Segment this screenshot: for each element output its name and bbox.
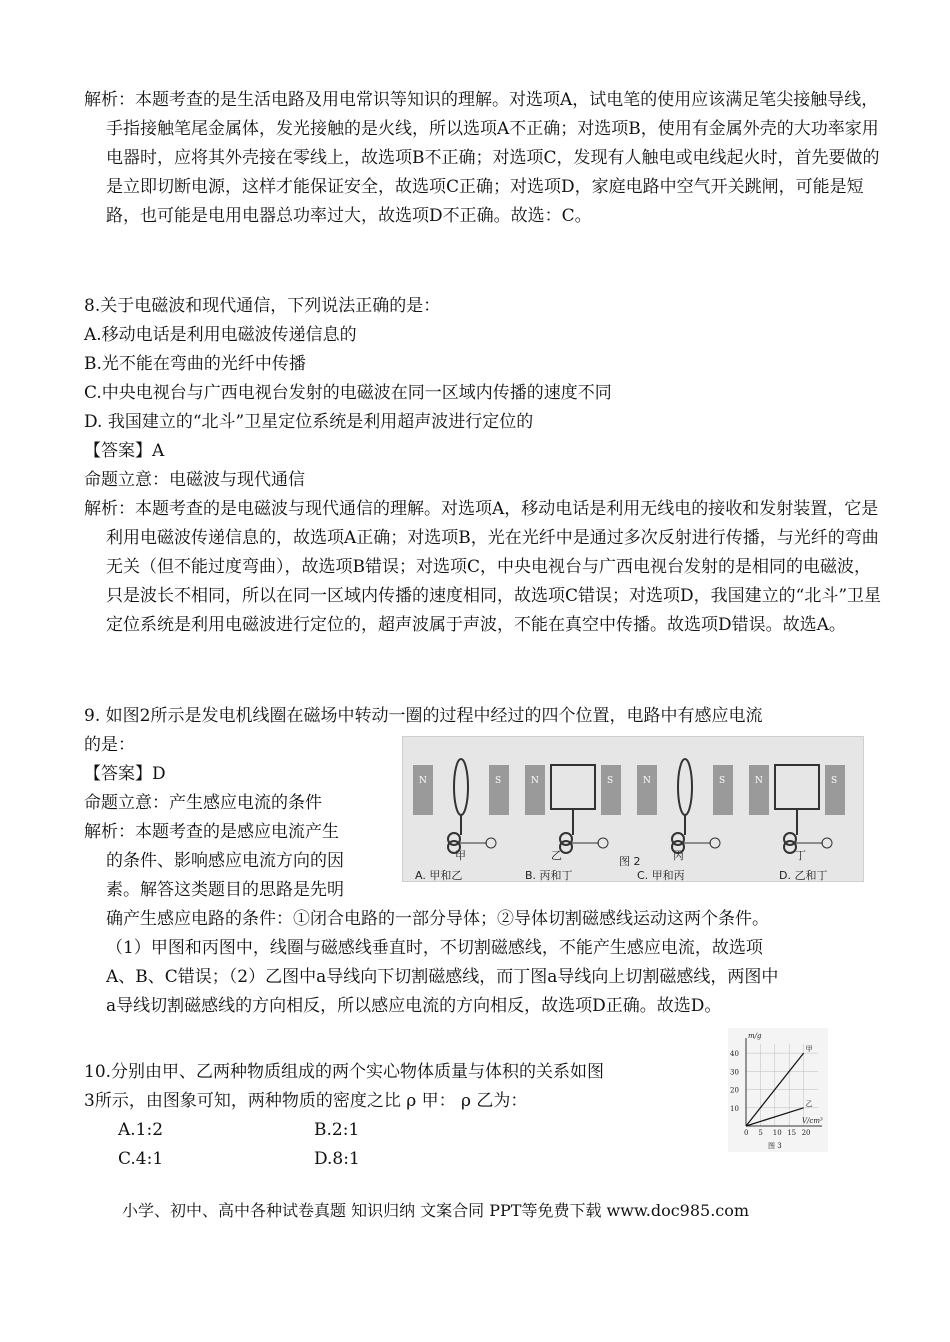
svg-text:S: S bbox=[607, 776, 614, 786]
page-footer: 小学、初中、高中各种试卷真题 知识归纳 文案合同 PPT等免费下载 www.doc985.com bbox=[122, 1201, 750, 1220]
question-9-stem-cont: 的是： bbox=[84, 735, 135, 755]
q8-answer: 【答案】A bbox=[84, 441, 165, 461]
figure-2-panel-jia bbox=[409, 743, 513, 862]
analysis-q9-line5: （1）甲图和丙图中，线圈与磁感线垂直时，不切割磁感线，不能产生感应电流，故选项 bbox=[106, 938, 763, 958]
q10-option-a: A.1:2 bbox=[118, 1120, 164, 1140]
q10-option-c: C.4:1 bbox=[118, 1149, 164, 1169]
svg-text:S: S bbox=[495, 776, 502, 786]
q8-option-b: B.光不能在弯曲的光纤中传播 bbox=[84, 354, 306, 374]
figure-2-generator-coil bbox=[402, 736, 864, 882]
question-10-stem-cont: 3所示，由图象可知，两种物质的密度之比 ρ 甲： ρ 乙为： bbox=[84, 1091, 528, 1111]
analysis-q9-line2: 的条件、影响感应电流方向的因 bbox=[106, 851, 344, 871]
svg-text:N: N bbox=[643, 776, 651, 786]
y-tick-label: 40 bbox=[730, 1050, 739, 1059]
analysis-q9-line4: 确产生感应电路的条件：①闭合电路的一部分导体；②导体切割磁感线运动这两个条件。 bbox=[106, 909, 769, 929]
figure-2-caption: 图 2 bbox=[619, 855, 641, 868]
question-9-stem: 9. 如图2所示是发电机线圈在磁场中转动一圈的过程中经过的四个位置，电路中有感应电流 bbox=[84, 706, 763, 726]
analysis-q9-line3: 素。解答这类题目的思路是先明 bbox=[106, 880, 344, 900]
q10-option-d: D.8:1 bbox=[314, 1149, 360, 1169]
series-label: 甲 bbox=[805, 1045, 813, 1054]
q9-intent: 命题立意：产生感应电流的条件 bbox=[84, 793, 322, 813]
generator-diagram-icon bbox=[521, 743, 625, 859]
analysis-q9-line7: a导线切割磁感线的方向相反，所以感应电流的方向相反，故选项D正确。故选D。 bbox=[106, 996, 722, 1016]
figure-2-option-d: D. 乙和丁 bbox=[779, 869, 828, 882]
mass-volume-chart-svg bbox=[728, 1028, 828, 1152]
panel-label-ding: 丁 bbox=[795, 849, 806, 862]
analysis-q9-line6: A、B、C错误；（2）乙图中a导线向下切割磁感线，而丁图a导线向上切割磁感线，两图中 bbox=[106, 967, 779, 987]
x-tick-label: 10 bbox=[772, 1129, 782, 1137]
analysis-q9-line1: 解析：本题考查的是感应电流产生 bbox=[84, 822, 339, 842]
svg-text:S: S bbox=[831, 776, 838, 786]
figure-2-panel-ding bbox=[745, 743, 849, 862]
generator-diagram-icon bbox=[633, 743, 737, 859]
y-tick-label: 20 bbox=[730, 1086, 739, 1095]
x-tick-label: 15 bbox=[787, 1129, 797, 1137]
series-label: 乙 bbox=[805, 1099, 813, 1108]
svg-text:N: N bbox=[419, 776, 427, 786]
y-axis-label: m/g bbox=[748, 1032, 762, 1040]
generator-diagram-icon bbox=[745, 743, 849, 859]
q8-option-a: A.移动电话是利用电磁波传递信息的 bbox=[84, 325, 357, 345]
svg-text:S: S bbox=[719, 776, 726, 786]
figure-3-mass-volume-chart bbox=[728, 1028, 828, 1152]
q9-answer: 【答案】D bbox=[84, 764, 166, 784]
generator-diagram-icon bbox=[409, 743, 513, 859]
panel-label-yi: 乙 bbox=[551, 849, 562, 862]
x-tick-label: 5 bbox=[758, 1129, 763, 1137]
x-tick-label: 20 bbox=[801, 1129, 811, 1137]
analysis-q8: 解析：本题考查的是电磁波与现代通信的理解。对选项A，移动电话是利用无线电的接收和发射装置，它是利用电磁波传递信息的，故选项A正确；对选项B，光在光纤中是通过多次反射进行传播，与光纤的弯曲无关（但不能过度弯曲），故选项B错误；对选项C，中央电视台与广西电视台发射的是相同的电磁波，只是波长不相同，所以在同一区域内传播的速度相同，故选项C错误；对选项D，我国建立的“北斗”卫星定位系统是利用电磁波进行定位的，超声波属于声波，不能在真空中传播。故选项D错误。故选A。 bbox=[84, 499, 882, 635]
question-10-stem: 10.分别由甲、乙两种物质组成的两个实心物体质量与体积的关系如图 bbox=[84, 1062, 605, 1082]
q8-option-c: C.中央电视台与广西电视台发射的电磁波在同一区域内传播的速度不同 bbox=[84, 383, 612, 403]
panel-label-bing: 丙 bbox=[673, 849, 684, 862]
figure-3-caption: 图 3 bbox=[768, 1142, 782, 1150]
question-8-stem: 8.关于电磁波和现代通信，下列说法正确的是： bbox=[84, 296, 441, 316]
y-tick-label: 30 bbox=[730, 1068, 739, 1077]
x-axis-label: V/cm³ bbox=[802, 1117, 823, 1125]
figure-2-option-c: C. 甲和丙 bbox=[637, 869, 685, 882]
y-tick-label: 10 bbox=[730, 1104, 739, 1113]
q8-option-d: D. 我国建立的“北斗”卫星定位系统是利用超声波进行定位的 bbox=[84, 412, 534, 432]
panel-label-jia: 甲 bbox=[455, 849, 466, 862]
q8-intent: 命题立意：电磁波与现代通信 bbox=[84, 470, 305, 490]
figure-2-option-b: B. 丙和丁 bbox=[525, 869, 573, 882]
q10-option-b: B.2:1 bbox=[314, 1120, 360, 1140]
svg-text:N: N bbox=[755, 776, 763, 786]
figure-2-panel-yi bbox=[521, 743, 625, 862]
x-tick-label: 0 bbox=[744, 1129, 749, 1137]
figure-2-option-a: A. 甲和乙 bbox=[415, 869, 463, 882]
figure-2-panel-bing bbox=[633, 743, 737, 862]
analysis-q7: 解析：本题考查的是生活电路及用电常识等知识的理解。对选项A，试电笔的使用应该满足笔尖接触导线，手指接触笔尾金属体，发光接触的是火线，所以选项A不正确；对选项B，使用有金属外壳的大功率家用电器时，应将其外壳接在零线上，故选项B不正确；对选项C，发现有人触电或电线起火时，首先要做的是立即切断电源，这样才能保证安全，故选项C正确；对选项D，家庭电路中空气开关跳闸，可能是短路，也可能是电用电器总功率过大，故选项D不正确。故选：C。 bbox=[84, 90, 880, 226]
svg-text:N: N bbox=[531, 776, 539, 786]
